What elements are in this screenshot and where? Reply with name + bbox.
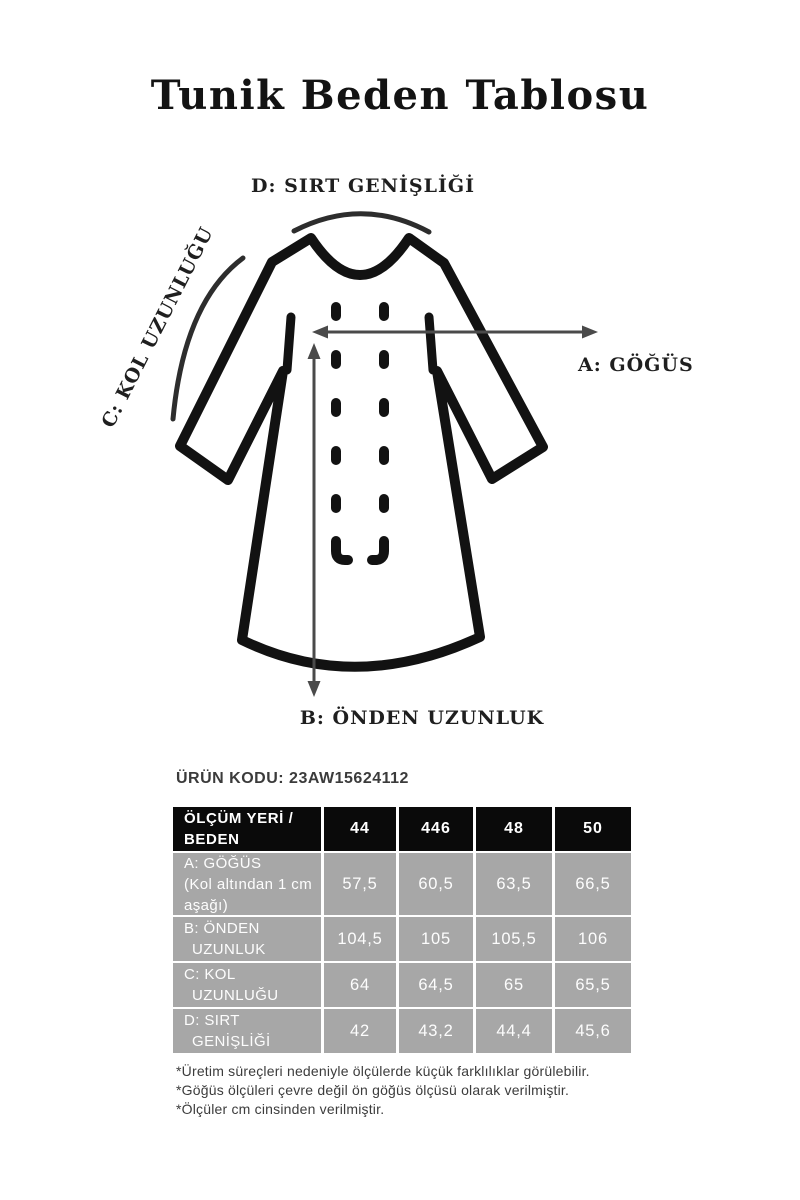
measure-label-line: (Kol altından 1 cm: [184, 875, 313, 893]
measure-label-line: A: GÖĞÜS: [184, 854, 262, 872]
right-armhole-line: [429, 317, 433, 370]
size-value: 42: [324, 1009, 396, 1053]
measure-label-sleeve-length: [173, 963, 321, 1007]
measure-label-line: aşağı): [184, 896, 229, 914]
measure-label-line: UZUNLUĞU: [192, 987, 279, 1004]
tunic-outline: [180, 238, 543, 667]
table-header-size: 44: [324, 807, 396, 851]
label-back-width: D: SIRT GENİŞLİĞİ: [251, 175, 475, 197]
size-value: 57,5: [324, 853, 396, 915]
size-value: 43,2: [399, 1009, 473, 1053]
size-table: [173, 807, 631, 1053]
footnotes: [176, 1062, 590, 1119]
size-value: 64: [324, 963, 396, 1007]
footnote: *Ölçüler cm cinsinden verilmiştir.: [176, 1101, 385, 1117]
measure-label-line: UZUNLUK: [192, 941, 266, 958]
measure-label-front-length: [173, 917, 321, 961]
label-chest: A: GÖĞÜS: [578, 354, 694, 376]
size-value: 105: [399, 917, 473, 961]
measure-label-line: D: SIRT: [184, 1012, 240, 1029]
product-code: ÜRÜN KODU: 23AW15624112: [176, 770, 409, 787]
size-value: 65: [476, 963, 552, 1007]
footnote: *Üretim süreçleri nedeniyle ölçülerde küçük farklılıklar görülebilir.: [176, 1063, 590, 1079]
size-value: 106: [555, 917, 631, 961]
table-header-size: 48: [476, 807, 552, 851]
left-armhole-line: [287, 317, 291, 370]
size-value: 60,5: [399, 853, 473, 915]
measure-label-back-width: [173, 1009, 321, 1053]
label-sleeve-length: C: KOL UZUNLUĞU: [97, 223, 218, 432]
table-header-size: 446: [399, 807, 473, 851]
size-value: 64,5: [399, 963, 473, 1007]
measure-label-line: GENİŞLİĞİ: [192, 1033, 271, 1050]
header-label-line: BEDEN: [184, 831, 240, 848]
measure-label-chest: [173, 853, 321, 915]
measure-label-line: B: ÖNDEN: [184, 920, 260, 937]
table-header-measure: [173, 807, 321, 851]
size-value: 44,4: [476, 1009, 552, 1053]
label-front-length: B: ÖNDEN UZUNLUK: [299, 707, 545, 729]
page-title: Tunik Beden Tablosu: [150, 72, 650, 119]
back-width-arc: [294, 214, 429, 232]
table-header-size: 50: [555, 807, 631, 851]
size-value: 63,5: [476, 853, 552, 915]
size-value: 105,5: [476, 917, 552, 961]
size-value: 65,5: [555, 963, 631, 1007]
size-value: 66,5: [555, 853, 631, 915]
measure-label-line: C: KOL: [184, 966, 236, 983]
footnote: *Göğüs ölçüleri çevre değil ön göğüs ölçüsü olarak verilmiştir.: [176, 1082, 570, 1098]
header-label-line: ÖLÇÜM YERİ /: [184, 810, 294, 827]
size-value: 104,5: [324, 917, 396, 961]
size-value: 45,6: [555, 1009, 631, 1053]
